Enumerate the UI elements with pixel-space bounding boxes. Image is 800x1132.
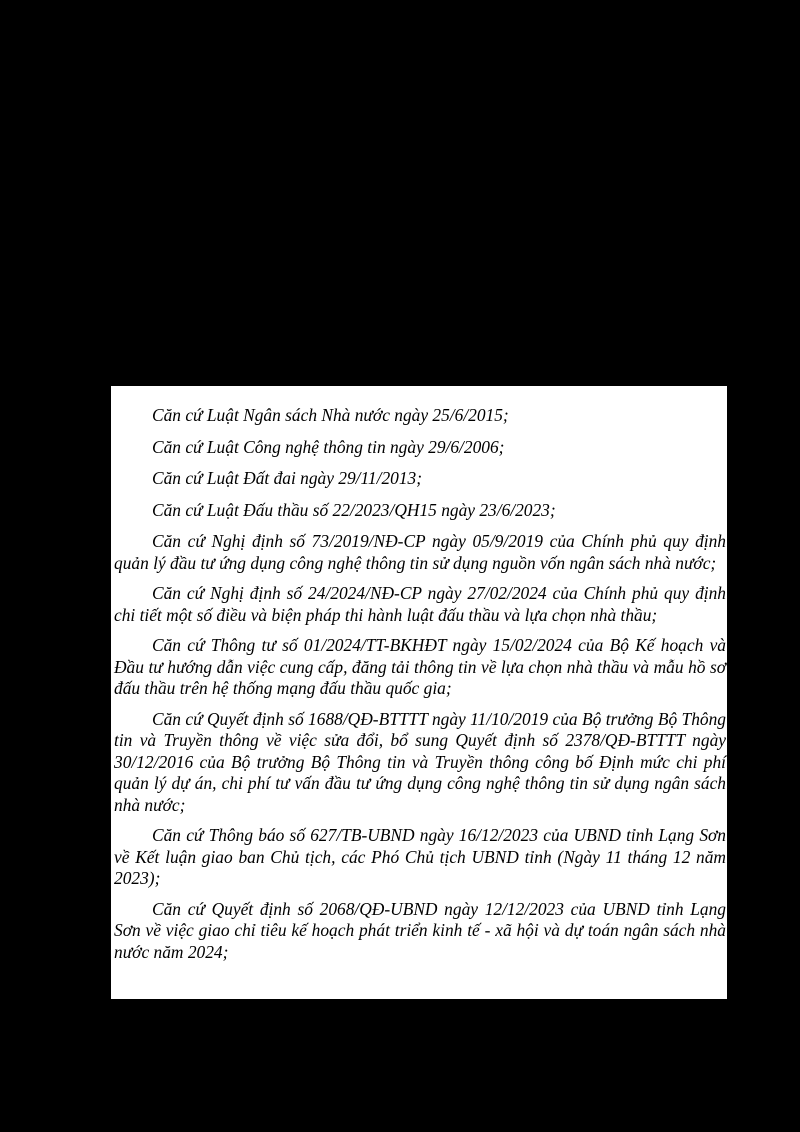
legal-basis-paragraph: Căn cứ Luật Công nghệ thông tin ngày 29/6/2006;: [152, 436, 505, 457]
legal-basis-paragraph: Căn cứ Luật Đấu thầu số 22/2023/QH15 ngày 23/6/2023;: [152, 499, 556, 520]
legal-basis-paragraph: Căn cứ Nghị định số 73/2019/NĐ-CP ngày 05/9/2019 của Chính phủ quy định quản lý đầu tư ứng dụng công nghệ thông tin sử dụng nguồn vốn ngân sách nhà nước;: [114, 531, 726, 573]
legal-basis-paragraph: Căn cứ Thông báo số 627/TB-UBND ngày 16/12/2023 của UBND tỉnh Lạng Sơn về Kết luận giao ban Chủ tịch, các Phó Chủ tịch UBND tỉnh (Ngày 11 tháng 12 năm 2023);: [114, 825, 726, 888]
legal-basis-paragraph: Căn cứ Nghị định số 24/2024/NĐ-CP ngày 27/02/2024 của Chính phủ quy định chi tiết một số điều và biện pháp thi hành luật đấu thầu và lựa chọn nhà thầu;: [114, 583, 726, 625]
legal-basis-paragraph: Căn cứ Quyết định số 1688/QĐ-BTTTT ngày 11/10/2019 của Bộ trưởng Bộ Thông tin và Truyền thông về việc sửa đổi, bổ sung Quyết định số 2378/QĐ-BTTTT ngày 30/12/2016 của Bộ trưởng Bộ Thông tin và Truyền thông công bố Định mức chi phí quản lý dự án, chi phí tư vấn đầu tư ứng dụng công nghệ thông tin sử dụng ngân sách nhà nước;: [114, 708, 726, 815]
legal-basis-paragraph: Căn cứ Luật Ngân sách Nhà nước ngày 25/6/2015;: [152, 405, 509, 425]
legal-basis-paragraph: Căn cứ Quyết định số 2068/QĐ-UBND ngày 12/12/2023 của UBND tỉnh Lạng Sơn về việc giao chỉ tiêu kế hoạch phát triển kinh tế - xã hội và dự toán ngân sách nhà nước năm 2024;: [114, 898, 726, 962]
legal-basis-paragraph: Căn cứ Luật Đất đai ngày 29/11/2013;: [152, 468, 423, 488]
legal-basis-paragraph: Căn cứ Thông tư số 01/2024/TT-BKHĐT ngày 15/02/2024 của Bộ Kế hoạch và Đầu tư hướng dẫn việc cung cấp, đăng tải thông tin về lựa chọn nhà thầu và mẫu hồ sơ đấu thầu trên hệ thống mạng đấu thầu quốc gia;: [114, 635, 726, 698]
document-page: [111, 386, 727, 999]
